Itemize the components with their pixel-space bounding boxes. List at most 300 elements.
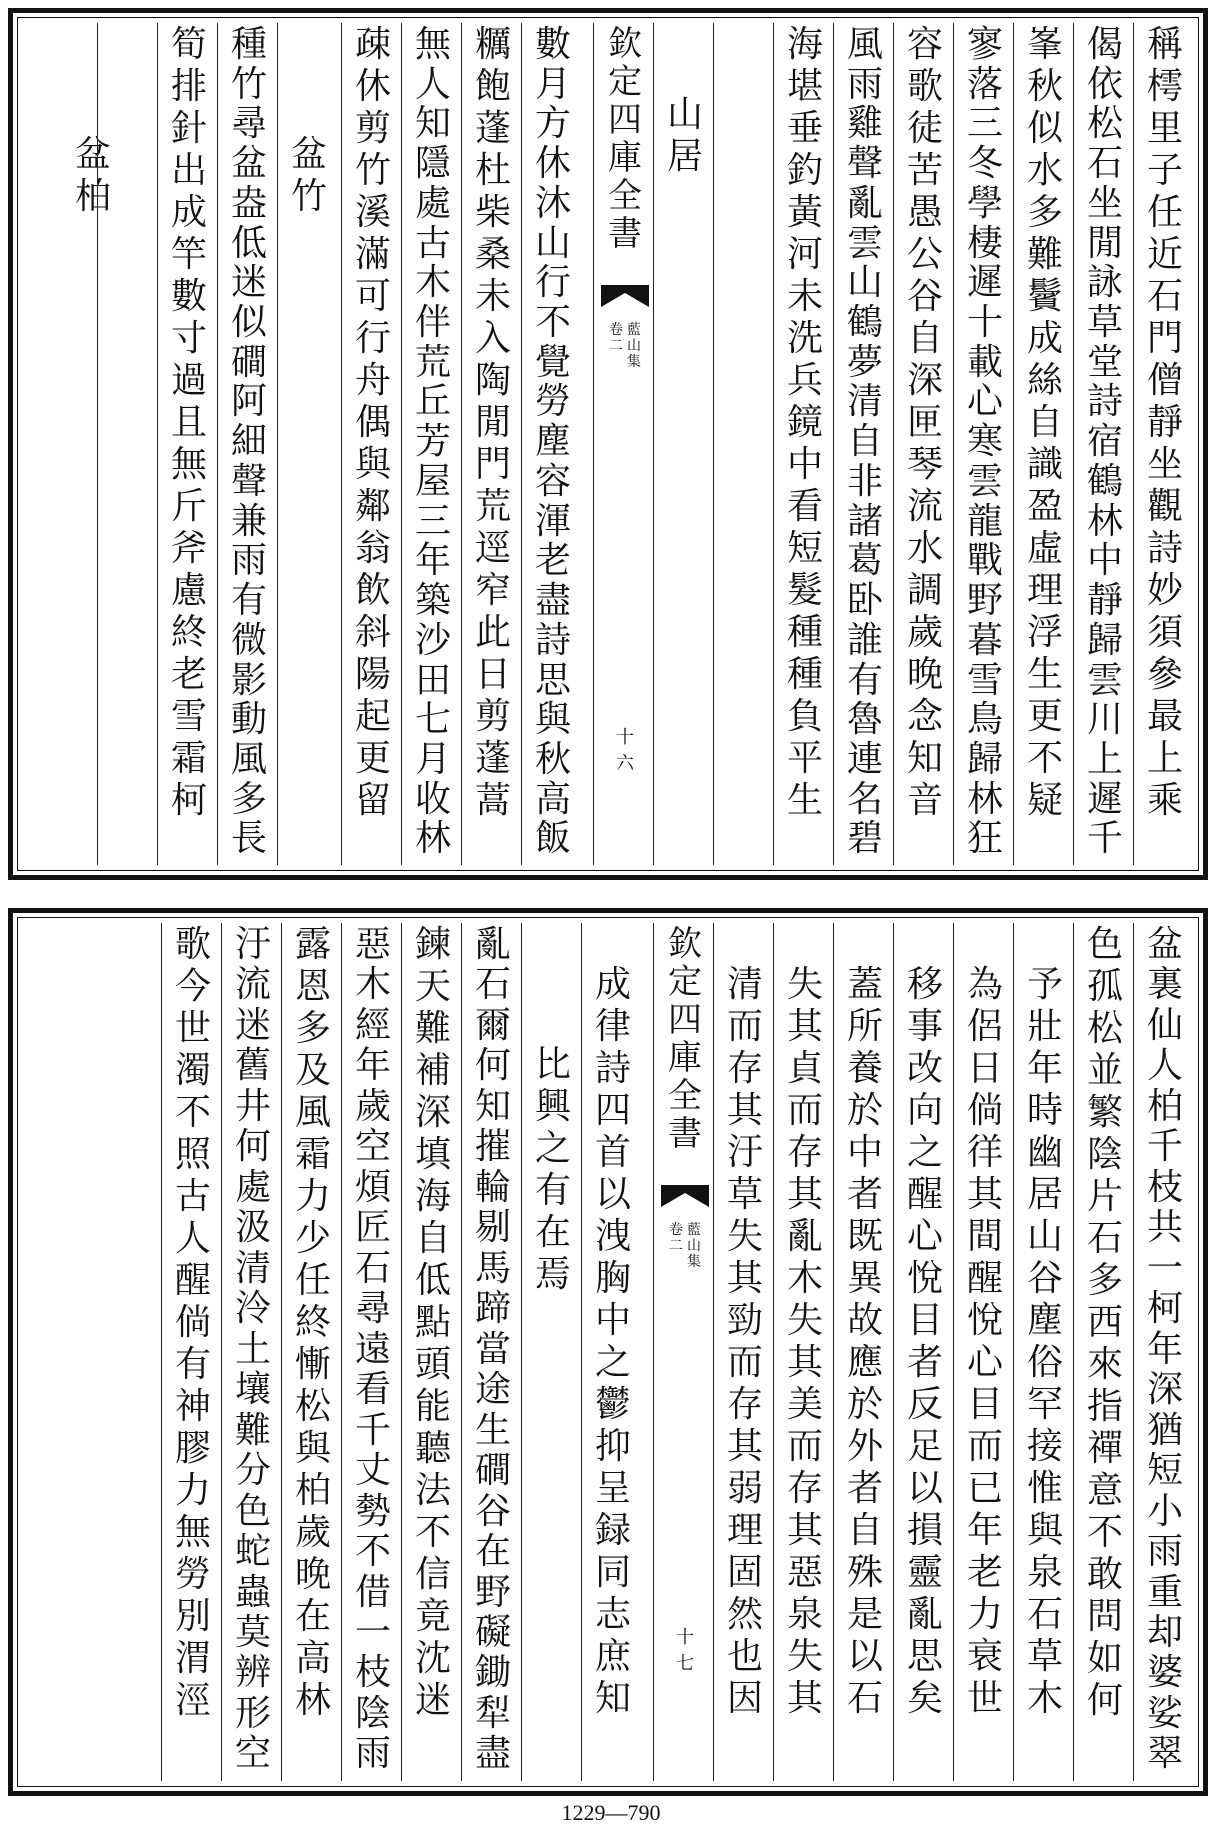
glyph: 塵 xyxy=(534,421,571,463)
glyph: 歲 xyxy=(354,1085,391,1127)
glyph: 聲 xyxy=(230,460,267,502)
glyph: 其 xyxy=(786,1006,823,1047)
glyph: 堪 xyxy=(786,66,823,107)
glyph: 老 xyxy=(534,540,571,582)
glyph: 木 xyxy=(786,1258,823,1299)
glyph: 庶 xyxy=(594,1636,631,1677)
glyph: 也 xyxy=(726,1636,763,1677)
glyph: 覺 xyxy=(534,341,571,383)
glyph: 斧 xyxy=(170,528,207,569)
glyph: 辨 xyxy=(234,1652,271,1694)
glyph: 摧 xyxy=(474,1126,511,1168)
glyph: 休 xyxy=(354,66,391,107)
glyph: 看 xyxy=(354,1369,391,1411)
glyph: 婆 xyxy=(1146,1652,1183,1694)
glyph: 公 xyxy=(906,234,943,275)
glyph: 壤 xyxy=(234,1369,271,1411)
glyph: 空 xyxy=(354,1126,391,1168)
glyph: 庫 xyxy=(668,1038,702,1078)
glyph: 詩 xyxy=(534,619,571,661)
glyph: 斤 xyxy=(170,486,207,527)
glyph: 勁 xyxy=(726,1300,763,1341)
glyph: 醒 xyxy=(966,1258,1003,1299)
glyph: 似 xyxy=(1026,108,1063,149)
glyph: 清 xyxy=(726,964,763,1005)
glyph: 微 xyxy=(230,619,267,661)
glyph: 亂 xyxy=(786,1216,823,1257)
glyph: 歲 xyxy=(294,1512,331,1553)
glyph: 損 xyxy=(906,1510,943,1551)
glyph: 留 xyxy=(354,780,391,821)
glyph: 而 xyxy=(726,1006,763,1047)
glyph: 移 xyxy=(906,964,943,1005)
glyph: 礙 xyxy=(474,1611,511,1653)
book-series-title xyxy=(657,924,713,1155)
glyph: 柯 xyxy=(1146,1288,1183,1330)
column-rule xyxy=(1073,23,1074,865)
glyph: 二 xyxy=(609,338,623,354)
glyph: 形 xyxy=(234,1692,271,1734)
glyph: 林 xyxy=(414,818,451,860)
column-rule xyxy=(953,23,954,865)
glyph: 在 xyxy=(474,1531,511,1573)
glyph: 聽 xyxy=(414,1428,451,1469)
glyph: 終 xyxy=(170,612,207,653)
glyph: 然 xyxy=(726,1594,763,1635)
glyph: 來 xyxy=(1086,1344,1123,1385)
glyph: 泉 xyxy=(786,1594,823,1635)
text-column xyxy=(1017,24,1073,861)
glyph: 欽 xyxy=(608,24,642,64)
glyph: 兼 xyxy=(230,500,267,542)
glyph: 迷 xyxy=(414,1680,451,1721)
column-rule xyxy=(1133,23,1134,865)
glyph: 存 xyxy=(726,1384,763,1425)
glyph: 斜 xyxy=(354,612,391,653)
glyph: 侶 xyxy=(966,1006,1003,1047)
glyph: 丈 xyxy=(354,1450,391,1492)
glyph: 石 xyxy=(846,1678,883,1719)
glyph: 舟 xyxy=(354,360,391,401)
page-number: 十六 xyxy=(616,727,634,774)
glyph: 蓋 xyxy=(846,964,883,1005)
glyph: 四 xyxy=(668,1000,702,1040)
glyph: 與 xyxy=(354,444,391,485)
glyph: 林 xyxy=(966,778,1003,820)
glyph: 時 xyxy=(1026,1090,1063,1131)
glyph: 人 xyxy=(174,1218,211,1259)
glyph: 翠 xyxy=(1146,1733,1183,1775)
glyph: 高 xyxy=(534,778,571,820)
glyph: 遠 xyxy=(354,1328,391,1370)
column-rule xyxy=(1133,923,1134,1781)
text-column xyxy=(717,927,773,1777)
glyph: 歲 xyxy=(906,612,943,653)
glyph: 倘 xyxy=(966,1090,1003,1131)
glyph: 無 xyxy=(414,24,451,65)
glyph: 反 xyxy=(906,1384,943,1425)
glyph: 敢 xyxy=(1086,1554,1123,1595)
glyph: 方 xyxy=(534,103,571,145)
glyph: 流 xyxy=(906,486,943,527)
glyph: 龍 xyxy=(966,500,1003,542)
glyph: 自 xyxy=(846,421,883,463)
glyph: 多 xyxy=(1026,192,1063,233)
glyph: 鍊 xyxy=(414,924,451,965)
glyph: 松 xyxy=(1086,1008,1123,1049)
glyph: 集 xyxy=(627,354,641,370)
glyph: 林 xyxy=(1086,500,1123,542)
glyph: 堂 xyxy=(1086,341,1123,383)
glyph: 書 xyxy=(608,214,642,254)
glyph: 全 xyxy=(668,1076,702,1116)
glyph: 四 xyxy=(594,1090,631,1131)
glyph: 高 xyxy=(294,1638,331,1679)
glyph: 老 xyxy=(966,1552,1003,1593)
glyph: 柯 xyxy=(170,780,207,821)
glyph: 葛 xyxy=(846,540,883,582)
glyph: 經 xyxy=(354,1004,391,1046)
column-rule xyxy=(593,23,594,865)
glyph: 輪 xyxy=(474,1166,511,1208)
glyph: 以 xyxy=(846,1636,883,1677)
glyph: 而 xyxy=(966,1426,1003,1467)
glyph: 石 xyxy=(1086,143,1123,185)
glyph: 清 xyxy=(234,1247,271,1289)
glyph: 盆 xyxy=(290,134,327,175)
glyph: 其 xyxy=(726,1426,763,1467)
glyph: 雲 xyxy=(966,460,1003,502)
glyph: 惡 xyxy=(786,1552,823,1593)
text-column xyxy=(837,927,893,1777)
glyph: 與 xyxy=(294,1428,331,1469)
glyph: 陰 xyxy=(354,1692,391,1734)
glyph: 別 xyxy=(174,1596,211,1637)
glyph: 藍 xyxy=(627,322,641,338)
glyph: 月 xyxy=(534,63,571,105)
column-rule xyxy=(281,923,282,1781)
glyph: 慚 xyxy=(294,1344,331,1385)
glyph: 自 xyxy=(846,1510,883,1551)
glyph: 却 xyxy=(1146,1611,1183,1653)
glyph: 其 xyxy=(786,1678,823,1719)
glyph: 之 xyxy=(594,1342,631,1383)
glyph: 木 xyxy=(1026,1678,1063,1719)
glyph: 草 xyxy=(726,1174,763,1215)
glyph: 罕 xyxy=(1026,1384,1063,1425)
column-rule xyxy=(341,923,342,1781)
glyph: 出 xyxy=(170,150,207,191)
glyph: 居 xyxy=(666,136,703,177)
glyph: 草 xyxy=(1086,302,1123,344)
glyph: 未 xyxy=(474,276,511,317)
glyph: 調 xyxy=(906,570,943,611)
glyph: 千 xyxy=(354,1409,391,1451)
glyph: 者 xyxy=(906,1342,943,1383)
glyph: 不 xyxy=(414,1512,451,1553)
glyph: 呈 xyxy=(594,1468,631,1509)
glyph: 矣 xyxy=(906,1678,943,1719)
glyph: 衰 xyxy=(966,1636,1003,1677)
glyph: 沐 xyxy=(534,182,571,224)
glyph: 事 xyxy=(906,1006,943,1047)
glyph: 雲 xyxy=(846,222,883,264)
glyph: 溪 xyxy=(354,192,391,233)
glyph: 土 xyxy=(234,1328,271,1370)
glyph: 心 xyxy=(966,1342,1003,1383)
glyph: 目 xyxy=(906,1300,943,1341)
glyph: 比 xyxy=(534,1044,571,1085)
glyph: 無 xyxy=(170,444,207,485)
text-column xyxy=(165,924,221,1777)
top-page xyxy=(8,8,1208,880)
glyph: 雪 xyxy=(170,696,207,737)
glyph: 存 xyxy=(786,1132,823,1173)
glyph: 最 xyxy=(1146,696,1183,737)
glyph: 平 xyxy=(786,738,823,779)
glyph: 詩 xyxy=(594,1048,631,1089)
glyph: 異 xyxy=(846,1258,883,1299)
glyph: 排 xyxy=(170,66,207,107)
glyph: 田 xyxy=(414,659,451,701)
glyph: 處 xyxy=(234,1166,271,1208)
glyph: 陶 xyxy=(474,360,511,401)
glyph: 更 xyxy=(1026,696,1063,737)
glyph: 日 xyxy=(474,654,511,695)
glyph: 焉 xyxy=(534,1254,571,1295)
text-column xyxy=(777,24,833,861)
glyph: 石 xyxy=(354,1247,391,1289)
glyph: 年 xyxy=(414,540,451,582)
glyph: 碧 xyxy=(846,818,883,860)
glyph: 成 xyxy=(594,964,631,1005)
glyph: 桑 xyxy=(474,234,511,275)
glyph: 短 xyxy=(1146,1450,1183,1492)
glyph: 定 xyxy=(668,962,702,1002)
glyph: 馬 xyxy=(474,1247,511,1289)
glyph: 亂 xyxy=(906,1594,943,1635)
glyph: 中 xyxy=(1086,540,1123,582)
column-rule xyxy=(97,23,98,865)
glyph: 風 xyxy=(230,738,267,780)
glyph: 鬱 xyxy=(594,1384,631,1425)
glyph: 失 xyxy=(786,964,823,1005)
column-rule xyxy=(401,23,402,865)
column-rule xyxy=(1013,23,1014,865)
glyph: 蹄 xyxy=(474,1288,511,1330)
glyph: 細 xyxy=(230,421,267,463)
glyph: 荒 xyxy=(474,486,511,527)
glyph: 膠 xyxy=(174,1428,211,1469)
glyph: 門 xyxy=(1146,318,1183,359)
glyph: 石 xyxy=(474,964,511,1006)
glyph: 問 xyxy=(1086,1596,1123,1637)
glyph: 律 xyxy=(594,1006,631,1047)
glyph: 盈 xyxy=(1026,486,1063,527)
glyph: 尋 xyxy=(354,1288,391,1330)
glyph: 浮 xyxy=(1026,612,1063,653)
glyph: 當 xyxy=(474,1328,511,1370)
glyph: 荒 xyxy=(414,341,451,383)
glyph: 在 xyxy=(294,1596,331,1637)
glyph: 庫 xyxy=(608,138,642,178)
glyph: 外 xyxy=(846,1426,883,1467)
glyph: 負 xyxy=(786,696,823,737)
glyph: 四 xyxy=(608,100,642,140)
glyph: 年 xyxy=(1146,1328,1183,1370)
glyph: 録 xyxy=(594,1510,631,1551)
glyph: 固 xyxy=(726,1552,763,1593)
column-rule xyxy=(893,923,894,1781)
volume-info xyxy=(599,323,651,371)
glyph: 棲 xyxy=(966,222,1003,264)
column-rule xyxy=(833,23,834,865)
glyph: 難 xyxy=(1026,234,1063,275)
glyph: 悅 xyxy=(906,1258,943,1299)
glyph: 而 xyxy=(726,1342,763,1383)
glyph: 足 xyxy=(906,1426,943,1467)
glyph: 卷 xyxy=(609,322,623,338)
glyph: 僧 xyxy=(1146,360,1183,401)
glyph: 故 xyxy=(846,1300,883,1341)
glyph: 信 xyxy=(414,1554,451,1595)
column-rule xyxy=(277,23,278,865)
glyph: 徒 xyxy=(906,108,943,149)
column-rule xyxy=(401,923,402,1781)
glyph: 汙 xyxy=(726,1132,763,1173)
glyph: 秋 xyxy=(534,738,571,780)
glyph: 雨 xyxy=(846,63,883,105)
glyph: 蓬 xyxy=(474,108,511,149)
glyph: 鶴 xyxy=(846,302,883,344)
glyph: 短 xyxy=(786,528,823,569)
glyph: 風 xyxy=(846,24,883,65)
glyph: 柏 xyxy=(294,1470,331,1511)
glyph: 殊 xyxy=(846,1552,883,1593)
glyph: 心 xyxy=(966,381,1003,423)
glyph: 汙 xyxy=(234,924,271,965)
glyph: 狂 xyxy=(966,818,1003,860)
glyph: 竿 xyxy=(170,234,207,275)
glyph: 任 xyxy=(294,1260,331,1301)
glyph: 古 xyxy=(414,222,451,264)
glyph: 谷 xyxy=(1026,1258,1063,1299)
column-rule xyxy=(773,923,774,1781)
column-rule xyxy=(157,23,158,865)
text-column xyxy=(1137,924,1193,1777)
glyph: 針 xyxy=(170,108,207,149)
glyph: 藍 xyxy=(687,1222,701,1238)
glyph: 難 xyxy=(234,1409,271,1451)
glyph: 山 xyxy=(687,1238,701,1254)
glyph: 須 xyxy=(1146,612,1183,653)
glyph: 釣 xyxy=(786,150,823,191)
glyph: 無 xyxy=(174,1512,211,1553)
glyph: 日 xyxy=(966,1048,1003,1089)
glyph: 冬 xyxy=(966,143,1003,185)
glyph: 同 xyxy=(594,1552,631,1593)
glyph: 迷 xyxy=(230,262,267,304)
glyph: 重 xyxy=(1146,1571,1183,1613)
glyph: 此 xyxy=(474,612,511,653)
glyph: 其 xyxy=(786,1342,823,1383)
glyph: 欽 xyxy=(668,924,702,964)
glyph: 竹 xyxy=(354,150,391,191)
glyph: 其 xyxy=(966,1174,1003,1215)
glyph: 世 xyxy=(966,1678,1003,1719)
glyph: 多 xyxy=(294,1008,331,1049)
glyph: 容 xyxy=(534,460,571,502)
glyph: 非 xyxy=(846,460,883,502)
glyph: 門 xyxy=(474,444,511,485)
text-column xyxy=(1137,24,1193,861)
glyph: 翁 xyxy=(354,528,391,569)
glyph: 興 xyxy=(534,1086,571,1127)
glyph: 不 xyxy=(534,302,571,344)
glyph: 泉 xyxy=(1026,1552,1063,1593)
glyph: 枝 xyxy=(1146,1166,1183,1208)
glyph: 雲 xyxy=(1086,659,1123,701)
glyph: 千 xyxy=(1146,1126,1183,1168)
glyph: 多 xyxy=(230,778,267,820)
text-column xyxy=(897,927,953,1777)
glyph: 築 xyxy=(414,580,451,622)
glyph: 低 xyxy=(414,1260,451,1301)
glyph: 徉 xyxy=(966,1132,1003,1173)
glyph: 剔 xyxy=(474,1207,511,1249)
text-column xyxy=(465,924,521,1777)
glyph: 神 xyxy=(174,1386,211,1427)
glyph: 兵 xyxy=(786,360,823,401)
glyph: 雞 xyxy=(846,103,883,145)
glyph: 濁 xyxy=(174,1050,211,1091)
glyph: 所 xyxy=(846,1006,883,1047)
glyph: 洩 xyxy=(594,1216,631,1257)
glyph: 谷 xyxy=(474,1490,511,1532)
glyph: 並 xyxy=(1086,1050,1123,1091)
glyph: 途 xyxy=(474,1369,511,1411)
glyph: 年 xyxy=(354,1045,391,1087)
glyph: 古 xyxy=(174,1176,211,1217)
glyph: 不 xyxy=(1086,1512,1123,1553)
glyph: 隱 xyxy=(414,143,451,185)
text-column xyxy=(1017,927,1073,1777)
glyph: 存 xyxy=(726,1048,763,1089)
column-rule xyxy=(773,23,774,865)
glyph: 上 xyxy=(1086,738,1123,780)
bottom-page xyxy=(8,908,1208,1796)
glyph: 失 xyxy=(786,1300,823,1341)
glyph: 其 xyxy=(786,1174,823,1215)
center-fold xyxy=(597,23,653,865)
glyph: 幽 xyxy=(1026,1132,1063,1173)
glyph: 迷 xyxy=(234,1004,271,1046)
glyph: 且 xyxy=(170,402,207,443)
glyph: 一 xyxy=(354,1611,391,1653)
glyph: 自 xyxy=(414,1218,451,1259)
column-rule xyxy=(893,23,894,865)
glyph: 理 xyxy=(1026,570,1063,611)
glyph: 娑 xyxy=(1146,1692,1183,1734)
glyph: 之 xyxy=(906,1132,943,1173)
glyph: 鬢 xyxy=(1026,276,1063,317)
glyph: 禪 xyxy=(1086,1428,1123,1469)
glyph: 坐 xyxy=(1146,444,1183,485)
glyph: 盆 xyxy=(230,143,267,185)
glyph: 種 xyxy=(786,612,823,653)
glyph: 失 xyxy=(726,1216,763,1257)
glyph: 深 xyxy=(906,360,943,401)
